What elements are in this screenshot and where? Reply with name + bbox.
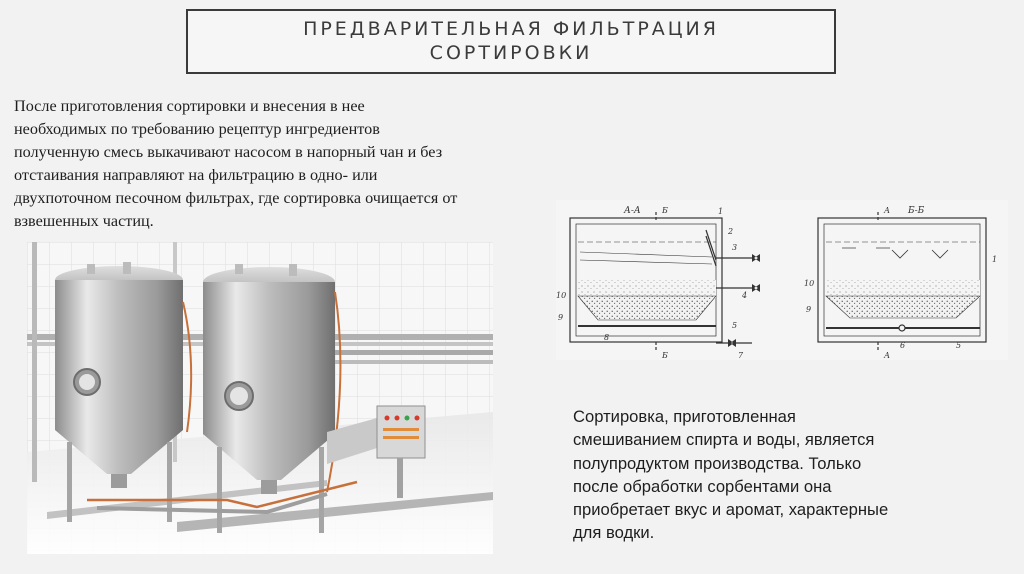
- label-8: 8: [604, 333, 610, 342]
- intro-line: двухпоточном песочном фильтрах, где сортировка очищается от: [14, 189, 458, 207]
- label-5: 5: [732, 321, 738, 330]
- intro-line: После приготовления сортировки и внесения в нее: [14, 97, 365, 115]
- description-line: приобретает вкус и аромат, характерные: [573, 500, 889, 520]
- description-paragraph: [573, 405, 993, 545]
- intro-paragraph: [14, 95, 544, 233]
- description-line: смешиванием спирта и воды, является: [573, 430, 875, 450]
- section-mark-a-top: А: [884, 206, 891, 215]
- intro-line: необходимых по требованию рецептур ингредиентов: [14, 120, 380, 138]
- tanks-illustration: [27, 242, 493, 554]
- description-line: для водки.: [573, 523, 655, 543]
- section-mark-b-bottom: Б: [662, 351, 668, 360]
- section-mark-b-top: Б: [662, 206, 668, 215]
- section-b-b-title: Б-Б: [908, 206, 925, 216]
- intro-line: взвешенных частиц.: [14, 212, 154, 230]
- label-10: 10: [556, 291, 567, 300]
- label-9: 9: [558, 313, 564, 322]
- label-10-right: 10: [804, 279, 815, 288]
- section-a-a-title: А-А: [624, 206, 641, 216]
- description-line: после обработки сорбентами она: [573, 476, 832, 496]
- label-6-right: 6: [900, 341, 906, 350]
- sand-filter-scheme: [556, 200, 1008, 360]
- slide-title-line-2: СОРТИРОВКИ: [429, 42, 593, 64]
- section-mark-a-bottom: А: [884, 351, 891, 360]
- label-7: 7: [738, 351, 744, 360]
- label-9-right: 9: [806, 305, 812, 314]
- slide-title-box: [186, 9, 836, 74]
- description-line: Сортировка, приготовленная: [573, 407, 796, 426]
- slide-title-line-1: ПРЕДВАРИТЕЛЬНАЯ ФИЛЬТРАЦИЯ: [303, 18, 719, 40]
- label-4: 4: [742, 291, 748, 300]
- label-1: 1: [718, 207, 724, 216]
- label-1-right: 1: [992, 255, 998, 264]
- intro-line: отстаивания направляют на фильтрацию в одно- или: [14, 166, 378, 184]
- label-5-right: 5: [956, 341, 962, 350]
- intro-line: полученную смесь выкачивают насосом в напорный чан и без: [14, 143, 443, 161]
- label-2: 2: [728, 227, 734, 236]
- label-3: 3: [732, 243, 738, 252]
- description-line: полупродуктом производства. Только: [573, 453, 862, 473]
